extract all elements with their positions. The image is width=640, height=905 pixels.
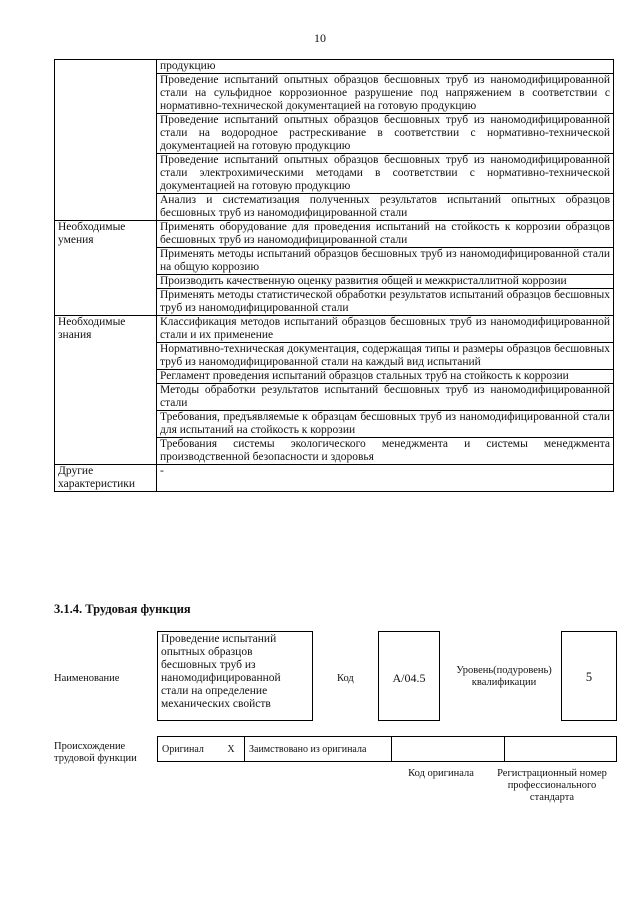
origin-table: [157, 736, 617, 762]
row-label-other: Другие характеристики: [55, 465, 157, 492]
table-row: [55, 465, 614, 492]
table-cell: продукцию: [157, 60, 614, 74]
table-cell: Регламент проведения испытаний образцов стальных труб на стойкость к коррозии: [157, 370, 614, 384]
level-label: Уровень(подуровень) квалификации: [456, 665, 552, 688]
original-code-cell: [392, 737, 505, 762]
table-cell: Применять методы испытаний образцов бесшовных труб из наномодифицированной стали на общую коррозию: [157, 248, 614, 275]
registration-number-label: Регистрационный номер профессионального стандарта: [497, 768, 607, 803]
requirements-table: [54, 59, 614, 492]
table-cell: Требования системы экологического менеджмента и системы менеджмента производственной безопасности и здоровья: [157, 438, 614, 465]
original-mark: X: [218, 737, 245, 762]
original-cell: Оригинал: [158, 737, 219, 762]
table-cell: Классификация методов испытаний образцов бесшовных труб из наномодифицированной стали и их применение: [157, 316, 614, 343]
table-cell: Нормативно-техническая документация, содержащая типы и размеры образцов бесшовных труб из наномодифицированной стали на каждый вид испытаний: [157, 343, 614, 370]
function-name-box: Проведение испытаний опытных образцов бесшовных труб из наномодифицированной стали на определение механических свойств: [157, 631, 313, 721]
table-row: [55, 221, 614, 248]
borrowed-cell: Заимствовано из оригинала: [245, 737, 392, 762]
table-cell: Производить качественную оценку развития общей и межкристаллитной коррозии: [157, 275, 614, 289]
table-cell: Проведение испытаний опытных образцов бесшовных труб из наномодифицированной стали на водородное растрескивание в соответствии с нормативно-технической документацией на готовую продукцию: [157, 114, 614, 154]
table-cell: Применять методы статистической обработки результатов испытаний образцов бесшовных труб из наномодифицированной стали: [157, 289, 614, 316]
origin-label: Происхождение трудовой функции: [54, 741, 137, 764]
qualification-level-box: 5: [561, 631, 617, 721]
table-cell: Анализ и систематизация полученных результатов испытаний опытных образцов бесшовных труб из наномодифицированной стали: [157, 194, 614, 221]
row-label-skills: Необходимые умения: [55, 221, 157, 316]
table-cell: Проведение испытаний опытных образцов бесшовных труб из наномодифицированной стали на сульфидное коррозионное разрушение под напряжением в соответствии с нормативно-технической документацией на готовую продукцию: [157, 74, 614, 114]
table-row: [55, 60, 614, 74]
table-cell: -: [157, 465, 614, 492]
row-label-continuation: [55, 60, 157, 221]
page-number: 10: [314, 31, 326, 45]
registration-number-cell: [504, 737, 617, 762]
code-label: Код: [337, 673, 354, 684]
function-code-box: А/04.5: [378, 631, 440, 721]
name-label: Наименование: [54, 673, 120, 684]
row-label-knowledge: Необходимые знания: [55, 316, 157, 465]
code-original-label: Код оригинала: [408, 768, 474, 779]
table-row: [55, 316, 614, 343]
table-cell: Методы обработки результатов испытаний бесшовных труб из наномодифицированной стали: [157, 384, 614, 411]
table-cell: Применять оборудование для проведения испытаний на стойкость к коррозии образцов бесшовных труб из наномодифицированной стали: [157, 221, 614, 248]
table-cell: Требования, предъявляемые к образцам бесшовных труб из наномодифицированной стали для испытаний на стойкость к коррозии: [157, 411, 614, 438]
section-title: 3.1.4. Трудовая функция: [54, 602, 191, 616]
table-row: [158, 737, 617, 762]
table-cell: Проведение испытаний опытных образцов бесшовных труб из наномодифицированной стали электрохимическими методами в соответствии с нормативно-технической документацией на готовую продукцию: [157, 154, 614, 194]
